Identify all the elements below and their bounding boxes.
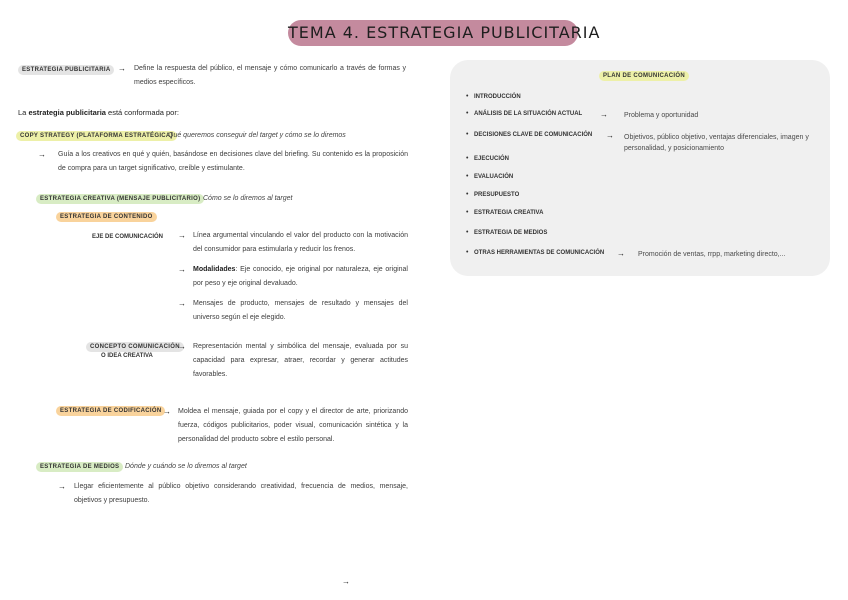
concepto-label-2: O IDEA CREATIVA (101, 353, 153, 359)
bullet-icon: • (466, 155, 469, 162)
page-title: TEMA 4. ESTRATEGIA PUBLICITARIA (288, 20, 578, 46)
bullet-icon: • (466, 173, 469, 180)
tag-estrategia-creativa: ESTRATEGIA CREATIVA (MENSAJE PUBLICITARIO) (36, 194, 204, 204)
bullet-icon: • (466, 93, 469, 100)
plan-item-decisiones: DECISIONES CLAVE DE COMUNICACIÓN (474, 132, 593, 138)
plan-item-ejecucion: EJECUCIÓN (474, 156, 510, 162)
tag-copy-strategy: COPY STRATEGY (PLATAFORMA ESTRATÉGICA) (16, 131, 177, 141)
plan-item-otras: OTRAS HERRAMIENTAS DE COMUNICACIÓN (474, 250, 605, 256)
conformada-bold: estrategia publicitaria (28, 108, 106, 117)
arrow-icon: → (178, 265, 186, 274)
copy-strategy-subtitle: Qué queremos conseguir del target y cómo se lo diremos (168, 132, 346, 139)
bullet-icon: • (466, 249, 469, 256)
medios-subtitle: Dónde y cuándo se lo diremos al target (125, 463, 247, 470)
arrow-icon: → (178, 299, 186, 308)
arrow-icon: → (606, 131, 614, 140)
eje-item-3 (193, 297, 408, 325)
copy-strategy-text: Guía a los creativos en qué y quién, basándose en decisiones clave del briefing. Su contenido es la proposición de compra para un target significativo, creíble y estimulante. (58, 151, 408, 172)
plan-item-analisis: ANÁLISIS DE LA SITUACIÓN ACTUAL (474, 111, 583, 117)
bullet-icon: • (466, 229, 469, 236)
eje-item-1 (193, 229, 408, 257)
plan-item-otras-desc: Promoción de ventas, rrpp, marketing directo,... (638, 251, 786, 258)
plan-panel (450, 60, 830, 276)
bullet-icon: • (466, 131, 469, 138)
plan-item-evaluacion: EVALUACIÓN (474, 174, 514, 180)
eje-label: EJE DE COMUNICACIÓN (92, 234, 164, 240)
eje-item-2-text: : Eje conocido, eje original por naturaleza, eje original por peso y eje original devaluado. (193, 266, 408, 287)
arrow-icon: → (178, 231, 186, 240)
eje-item-3-text: Mensajes de producto, mensajes de resultado y mensajes del universo según el eje elegido. (193, 300, 408, 321)
conformada-suffix: está conformada por: (105, 108, 179, 117)
plan-item-presupuesto: PRESUPUESTO (474, 192, 520, 198)
plan-item-medios: ESTRATEGIA DE MEDIOS (474, 230, 548, 236)
bullet-icon: • (466, 191, 469, 198)
creativa-subtitle: Cómo se lo diremos al target (203, 195, 293, 202)
plan-item-introduccion: INTRODUCCIÓN (474, 94, 521, 100)
plan-item-analisis-desc: Problema y oportunidad (624, 112, 699, 119)
arrow-icon: → (118, 64, 126, 73)
codificacion-text: Moldea el mensaje, guiada por el copy y el director de arte, priorizando fuerza, códigos publicitarios, poder visual, comunicación sintética y la personalidad del producto sobre el estilo personal. (178, 408, 408, 443)
eje-item-2-bold: Modalidades (193, 266, 236, 273)
plan-item-creativa: ESTRATEGIA CREATIVA (474, 210, 544, 216)
conformada-prefix: La (18, 108, 29, 117)
arrow-icon: → (178, 342, 186, 351)
conformada-line (18, 108, 179, 117)
footer-arrow-icon: → (342, 577, 350, 586)
tag-estrategia-medios: ESTRATEGIA DE MEDIOS (36, 462, 123, 472)
eje-item-1-text: Línea argumental vinculando el valor del producto con la motivación del consumidor para estimularla y reducir los frenos. (193, 232, 408, 253)
bullet-icon: • (466, 209, 469, 216)
concepto-text: Representación mental y simbólica del mensaje, evaluada por su capacidad para expresar, atraer, recordar y generar actitudes favorables. (193, 343, 408, 378)
arrow-icon: → (38, 150, 46, 159)
plan-item-decisiones-desc: Objetivos, público objetivo, ventajas diferenciales, imagen y personalidad, y posicionamiento (624, 134, 809, 152)
plan-title: PLAN DE COMUNICACIÓN (599, 71, 689, 81)
tag-estrategia-contenido: ESTRATEGIA DE CONTENIDO (56, 212, 157, 222)
intro-text: Define la respuesta del público, el mensaje y cómo comunicarlo a través de formas y medios específicos. (134, 65, 406, 86)
concepto-label-1: CONCEPTO COMUNICACIÓN (86, 342, 184, 352)
medios-text: Llegar eficientemente al público objetivo considerando creatividad, frecuencia de medios, mensaje, objetivos y presupuesto. (74, 483, 408, 504)
arrow-icon: → (600, 110, 608, 119)
bullet-icon: • (466, 110, 469, 117)
tag-estrategia-codificacion: ESTRATEGIA DE CODIFICACIÓN (56, 406, 165, 416)
eje-item-2 (193, 263, 408, 291)
arrow-icon: → (58, 482, 66, 491)
arrow-icon: → (163, 407, 171, 416)
tag-estrategia-publicitaria: ESTRATEGIA PUBLICITARIA (18, 65, 114, 75)
arrow-icon: → (617, 249, 625, 258)
